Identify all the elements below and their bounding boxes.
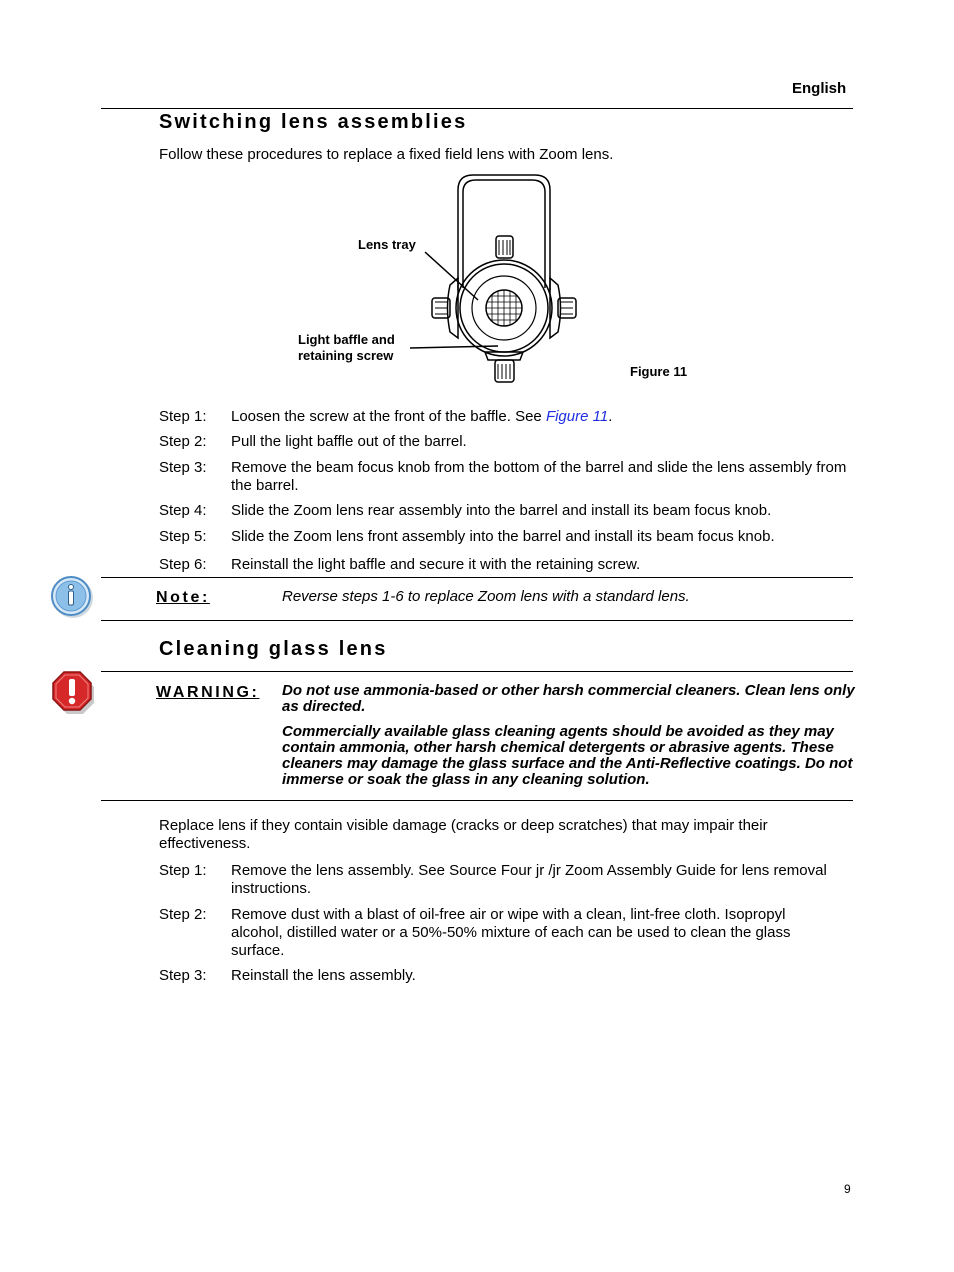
step-label: Step 6: xyxy=(159,556,207,573)
step-text: Slide the Zoom lens front assembly into the barrel and install its beam focus knob. xyxy=(231,528,775,545)
figure-label-baffle-line2: retaining screw xyxy=(298,348,394,363)
page-number: 9 xyxy=(844,1182,851,1196)
warning-icon xyxy=(48,668,98,718)
step-text xyxy=(231,408,856,426)
step-text: Slide the Zoom lens rear assembly into the barrel and install its beam focus knob. xyxy=(231,502,772,519)
section-title-switching: Switching lens assemblies xyxy=(159,111,468,133)
note-bottom-rule xyxy=(101,620,853,621)
step-label: Step 1: xyxy=(159,862,207,879)
warning-text-2: Commercially available glass cleaning agents should be avoided as they may contain ammonia, other harsh chemical detergents or abrasive agents. These cleaners may damage the glass surface and the Anti-Reflective coatings. Do not immerse or soak the glass in any cleaning solution. xyxy=(282,723,853,788)
step-text: Remove the lens assembly. See Source Four jr /jr Zoom Assembly Guide for lens removal instructions. xyxy=(231,862,827,897)
warning-text-1: Do not use ammonia-based or other harsh commercial cleaners. Clean lens only as directed. xyxy=(282,682,855,715)
step-text: Reinstall the lens assembly. xyxy=(231,967,416,984)
figure-caption: Figure 11 xyxy=(630,364,688,379)
step-text: Pull the light baffle out of the barrel. xyxy=(231,433,467,450)
step-text-part: . xyxy=(608,408,613,425)
step-label: Step 3: xyxy=(159,967,207,984)
warning-top-rule xyxy=(101,671,853,672)
step-label: Step 1: xyxy=(159,408,207,425)
header-rule xyxy=(101,108,853,109)
warning-bottom-rule xyxy=(101,800,853,801)
info-icon xyxy=(50,574,96,620)
section2-intro: Replace lens if they contain visible damage (cracks or deep scratches) that may impair their effectiveness. xyxy=(159,817,768,852)
section1-intro: Follow these procedures to replace a fixed field lens with Zoom lens. xyxy=(159,146,614,163)
figure-label-lens-tray: Lens tray xyxy=(358,237,416,252)
note-label: Note: xyxy=(156,589,210,606)
step-text: Remove the beam focus knob from the bottom of the barrel and slide the lens assembly from the barrel. xyxy=(231,459,847,494)
step-text: Remove dust with a blast of oil-free air or wipe with a clean, lint-free cloth. Isopropyl alcohol, distilled water or a 50%-50% mixture of each can be used to clean the glass surface. xyxy=(231,906,791,959)
note-text: Reverse steps 1-6 to replace Zoom lens with a standard lens. xyxy=(282,588,690,605)
step-text: Reinstall the light baffle and secure it with the retaining screw. xyxy=(231,556,641,573)
step-text-part: Loosen the screw at the front of the baffle. See xyxy=(231,408,546,425)
header-language: English xyxy=(792,80,847,97)
note-top-rule xyxy=(101,577,853,578)
step-label: Step 2: xyxy=(159,433,207,450)
step-label: Step 3: xyxy=(159,459,207,476)
step-label: Step 4: xyxy=(159,502,207,519)
figure-label-baffle-line1: Light baffle and xyxy=(298,332,395,347)
step-label: Step 5: xyxy=(159,528,207,545)
warning-label: WARNING: xyxy=(156,684,260,701)
step-label: Step 2: xyxy=(159,906,207,923)
section-title-cleaning: Cleaning glass lens xyxy=(159,638,388,660)
figure-11-link[interactable]: Figure 11 xyxy=(545,408,609,425)
